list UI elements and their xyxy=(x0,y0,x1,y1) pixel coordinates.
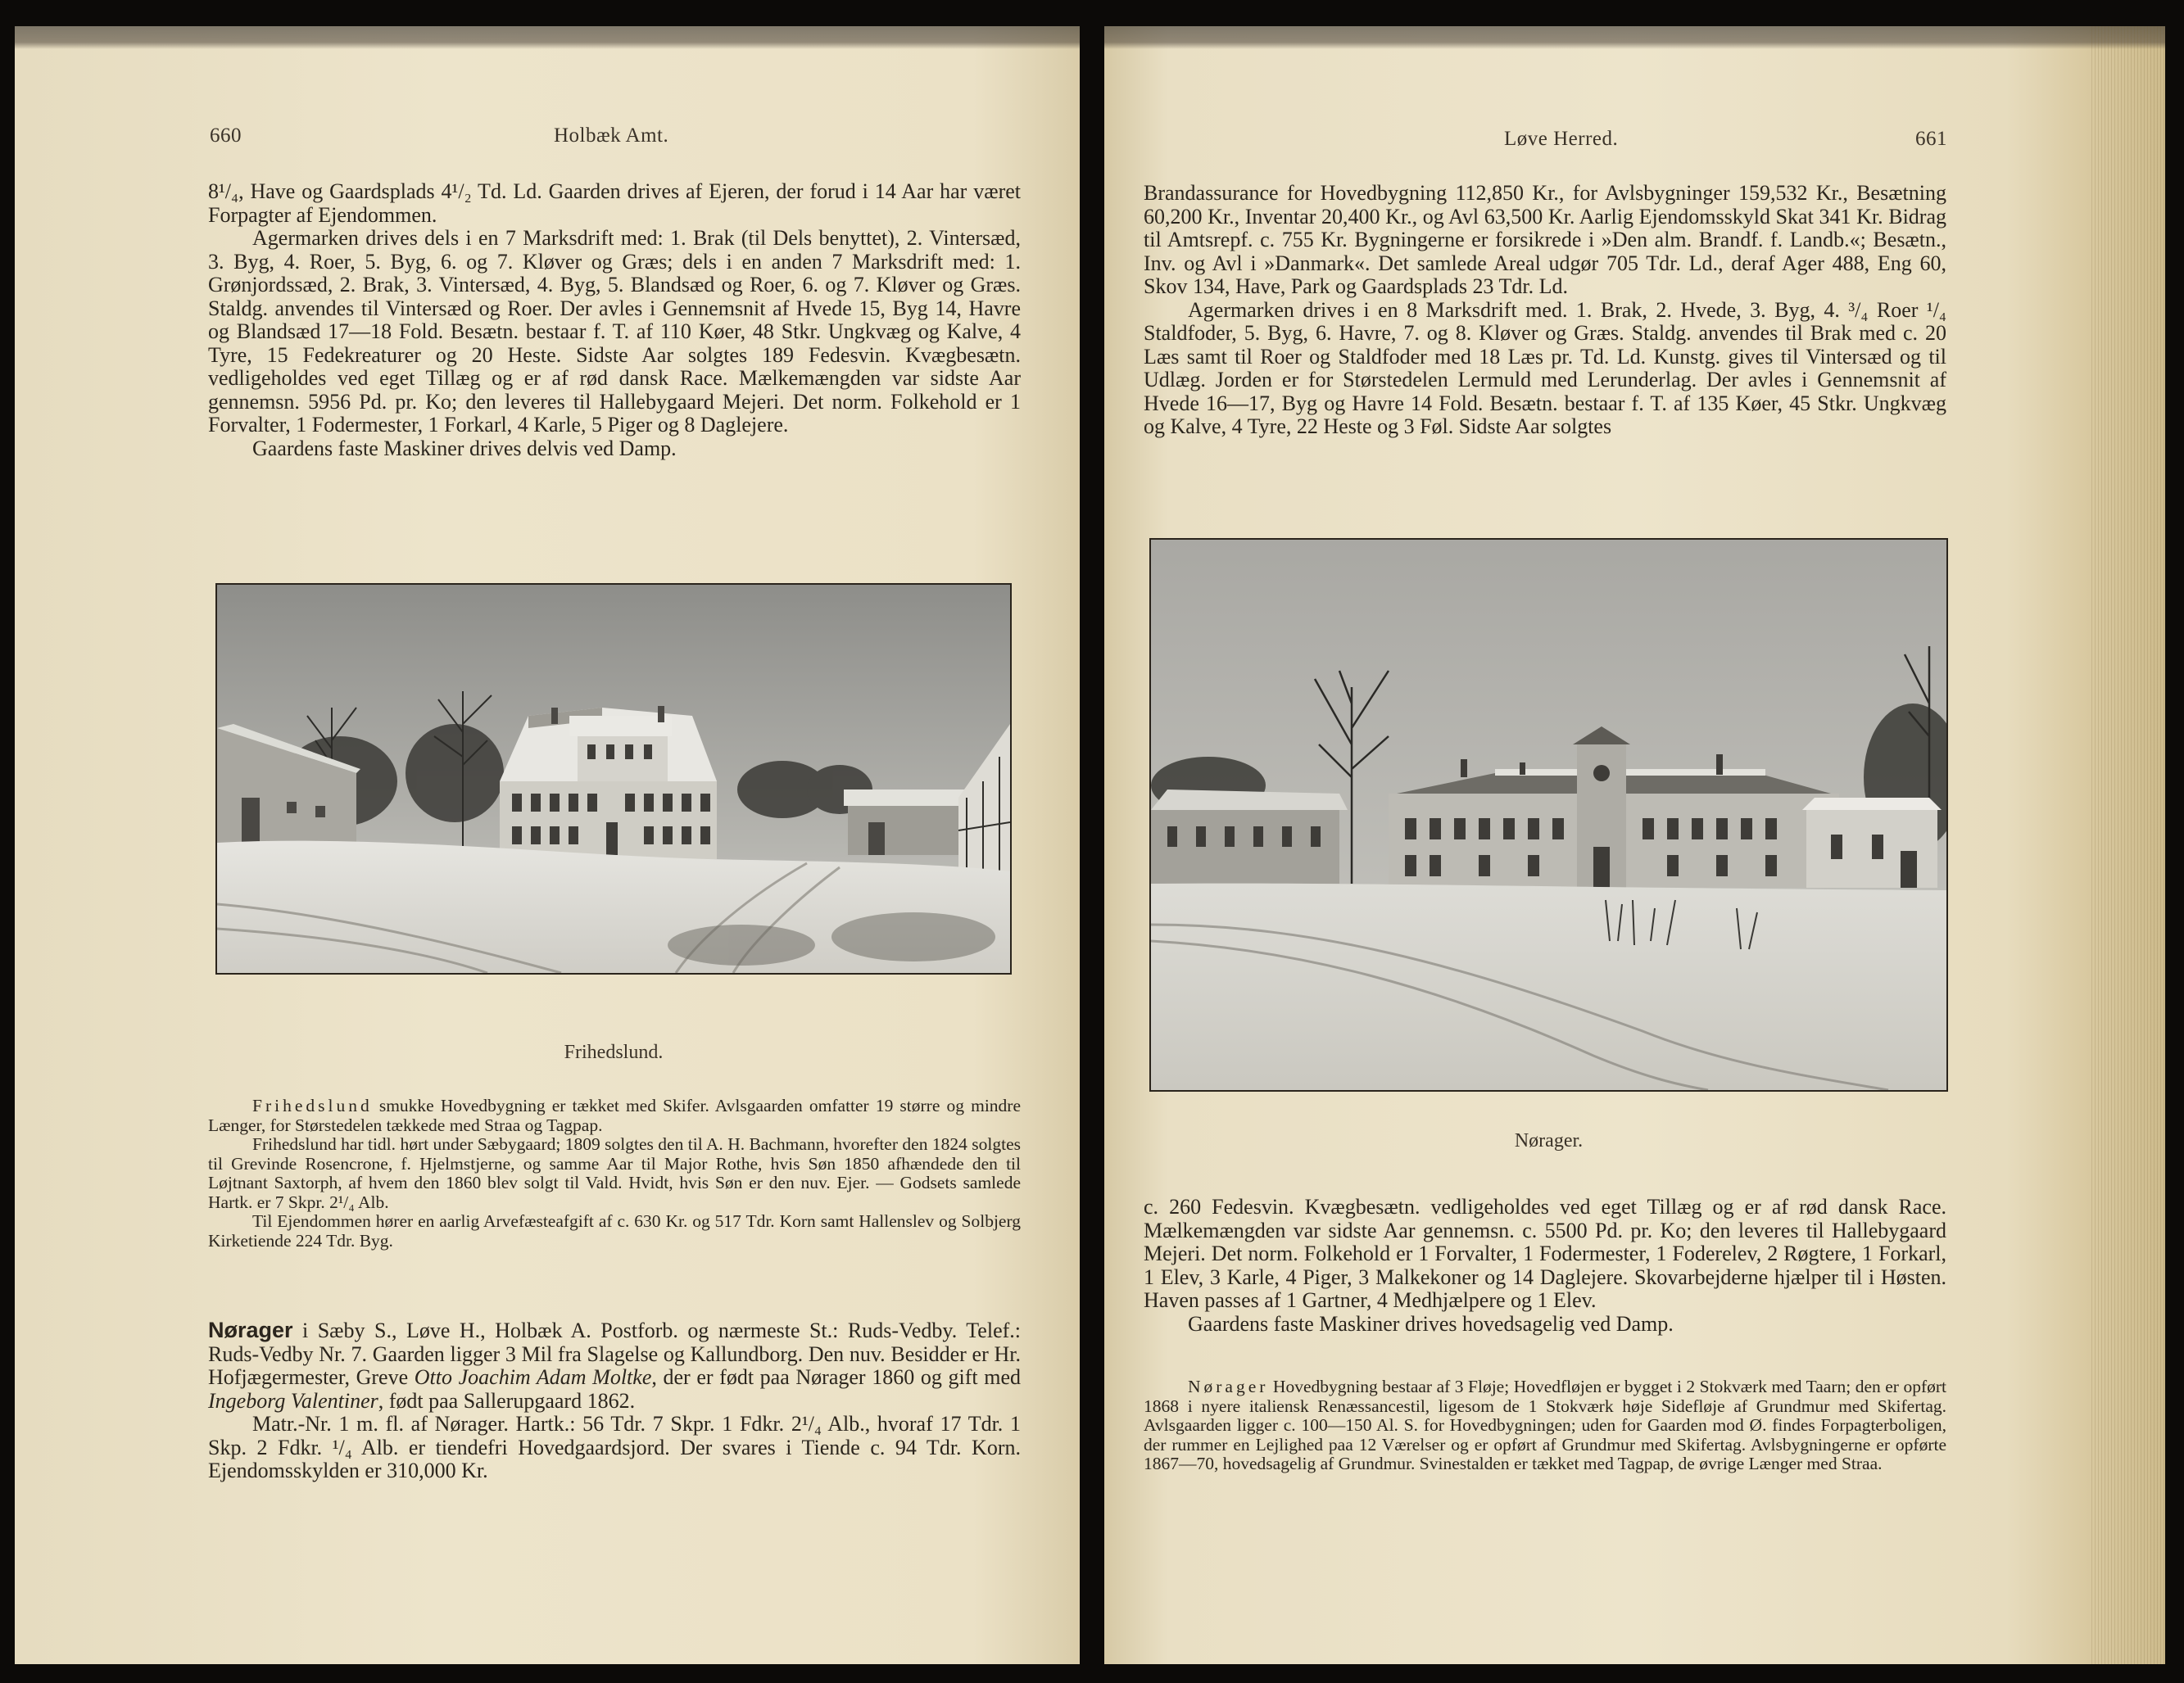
paragraph: 8¹/₄, Have og Gaardsplads 4¹/₂ Td. Ld. Gaarden drives af Ejeren, der forud i 14 Aar har været Forpagter af Ejendommen. xyxy=(208,179,1021,227)
norager-caption: Nørager. xyxy=(1514,1130,1584,1151)
right-bottom-text xyxy=(1144,1196,1946,1336)
paragraph: Agermarken drives i en 8 Marksdrift med. 1. Brak, 2. Hvede, 3. Byg, 4. ³/₄ Roer ¹/₄ Staldfoder, 5. Byg, 6. Havre, 7. og 8. Kløver og Græs. Staldg. anvendes til Brak med c. 20 Læs samt til Roer og Staldfoder med 18 Læs pr. Td. Ld. Kunstg. gives til Vintersæd og til Udlæg. Jorden er for Størstedelen Lermuld med Lerunderlag. Der avles i Gennemsnit af Hvede 16—17, Byg og Havre 14 Fold. Besætn. bestaar f. T. af 135 Køer, 45 Stkr. Ungkvæg og Kalve, 4 Tyre, 22 Heste og 3 Føl. Sidste Aar solgtes xyxy=(1144,297,1946,438)
right-footnote xyxy=(1144,1378,1946,1474)
left-top-text xyxy=(208,180,1021,460)
right-top-text xyxy=(1144,182,1946,439)
paragraph: c. 260 Fedesvin. Kvægbesætn. vedligeholdes ved eget Tillæg og er af rød dansk Race. Mælkemængden var sidste Aar gennemsn. c. 5500 Pd. pr. Ko; den leveres til Hallebygaard Mejeri. Det norm. Folkehold er 1 Forvalter, 1 Fodermester, 1 Foderelev, 2 Røgtere, 1 Forkarl, 1 Elev, 3 Karle, 4 Piger, 3 Malkekoner og 14 Daglejere. Skovarbejderne hjælper til i Høsten. Haven passes af 1 Gartner, 4 Medhjælpere og 1 Elev. xyxy=(1144,1195,1946,1312)
running-head-left: Holbæk Amt. xyxy=(554,124,669,147)
entry-text: i Sæby S., Løve H., Holbæk A. Postforb. og nærmeste St.: Ruds-Vedby. Telef.: Ruds-Vedby Nr. 7. Gaarden ligger 3 Mil fra Slagelse og Kallundborg. Den nuv. Besidder er Hr. Hofjægermester, Greve xyxy=(208,1319,1021,1389)
note-text: smukke Hovedbygning er tækket med Skifer. Avlsgaarden omfatter 19 større og mindre Længer, for Størstedelen tækkede med Straa og Tagpap. xyxy=(208,1096,1021,1135)
running-head-right: Løve Herred. xyxy=(1504,128,1619,150)
entry-text: , født paa Sallerupgaard 1862. xyxy=(378,1388,636,1413)
page-top-shadow xyxy=(15,26,1080,49)
left-footnotes xyxy=(208,1097,1021,1251)
page-number-right: 661 xyxy=(1915,128,1947,150)
norager-entry xyxy=(208,1319,1021,1483)
entry-title: Nørager xyxy=(208,1318,293,1342)
note-lead-name: Frihedslund xyxy=(252,1096,373,1115)
page-top-shadow xyxy=(1104,26,2165,49)
norager-photo xyxy=(1149,538,1948,1092)
note-text: Hovedbygning bestaar af 3 Fløje; Hovedfløjen er bygget i 2 Stokværk med Taarn; den er opført 1868 i nyere italiensk Renæssancestil, ligesom de 1 Stokværk høje Sidefløje af Grundmur med Skifertag. Avlsgaarden ligger c. 100—150 Al. S. for Hovedbygningen; uden for Gaarden mod Ø. findes Forpagterboligen, der rummer en Lejlighed paa 12 Værelser og er opført af Grundmur med Skifertag. Avlsbygningerne er opførte 1867—70, hovedsagelig af Grundmur. Svinestalden er tækket med Tagpap, de øvrige Længer med Straa. xyxy=(1144,1377,1946,1473)
note-text: Frihedslund har tidl. hørt under Sæbygaard; 1809 solgtes den til A. H. Bachmann, hvorefter den 1824 solgtes til Grevinde Rosencrone, f. Hjelmstjerne, og samme Aar til Major Rothe, hvis Søn 1850 afhændede den til Løjtnant Saxtorph, af hvem den 1860 blev solgt til Vald. Hvidt, hvis Søn er den nuv. Ejer. — Godsets samlede Hartk. er 7 Skpr. 2¹/₄ Alb. xyxy=(208,1134,1021,1212)
paragraph: Agermarken drives dels i en 7 Marksdrift med: 1. Brak (til Dels benyttet), 2. Vintersæd, 3. Byg, 4. Roer, 5. Byg, 6. og 7. Kløver og Græs; dels i en anden 7 Marksdrift med: 1. Grønjordssæd, 2. Brak, 3. Vintersæd, 4. Byg, 5. Blandsæd og Roer, 6. og 7. Kløver og Græs. Staldg. anvendes til Vintersæd og Roer. Der avles i Gennemsnit af Hvede 15, Byg 14, Havre og Blandsæd 17—18 Fold. Besætn. bestaar f. T. af 110 Køer, 48 Stkr. Ungkvæg og Kalve, 4 Tyre, 15 Fedekreaturer og 20 Heste. Sidste Aar solgtes 189 Fedesvin. Kvægbesætn. vedligeholdes ved eget Tillæg og er af rød dansk Race. Mælkemængden var sidste Aar gennemsn. 5956 Pd. pr. Ko; den leveres til Hallebygaard Mejeri. Det norm. Folkehold er 1 Forvalter, 1 Fodermester, 1 Forkarl, 4 Karle, 5 Piger og 8 Daglejere. xyxy=(208,226,1021,437)
page-number-left: 660 xyxy=(210,124,242,147)
frihedslund-photo xyxy=(215,583,1012,975)
frihedslund-caption: Frihedslund. xyxy=(564,1042,664,1063)
paragraph: Gaardens faste Maskiner drives hovedsagelig ved Damp. xyxy=(1188,1311,1674,1336)
paragraph: Brandassurance for Hovedbygning 112,850 Kr., for Avlsbygninger 159,532 Kr., Besætning 60,200 Kr., Inventar 20,400 Kr., og Avl 63,500 Kr. Aarlig Ejendomsskyld Skat 341 Kr. Bidrag til Amtsrepf. c. 755 Kr. Bygningerne er forsikrede i »Den alm. Brandf. f. Landb.«; Besætn., Inv. og Avl i »Danmark«. Det samlede Areal udgør 705 Tdr. Ld., deraf Ager 488, Eng 60, Skov 134, Have, Park og Gaardsplads 23 Tdr. Ld. xyxy=(1144,181,1946,298)
paragraph: Matr.-Nr. 1 m. fl. af Nørager. Hartk.: 56 Tdr. 7 Skpr. 1 Fdkr. 2¹/₄ Alb., hvoraf 17 Tdr. 1 Skp. 2 Fdkr. ¹/₄ Alb. er tiendefri Hovedgaardsjord. Der svares i Tiende c. 94 Tdr. Korn. Ejendomsskylden er 310,000 Kr. xyxy=(208,1412,1021,1482)
note-lead-name: Nørager xyxy=(1188,1377,1269,1396)
entry-text: , der er født paa Nørager 1860 og gift med xyxy=(651,1365,1021,1389)
paragraph: Gaardens faste Maskiner drives delvis ved Damp. xyxy=(252,436,677,460)
note-text: Til Ejendommen hører en aarlig Arvefæsteafgift af c. 630 Kr. og 517 Tdr. Korn samt Hallenslev og Solbjerg Kirketiende 224 Tdr. Byg. xyxy=(208,1211,1021,1251)
right-page xyxy=(1104,26,2165,1664)
wife-name: Ingeborg Valentiner xyxy=(208,1388,378,1413)
owner-name: Otto Joachim Adam Moltke xyxy=(414,1365,652,1389)
left-page xyxy=(15,26,1080,1664)
